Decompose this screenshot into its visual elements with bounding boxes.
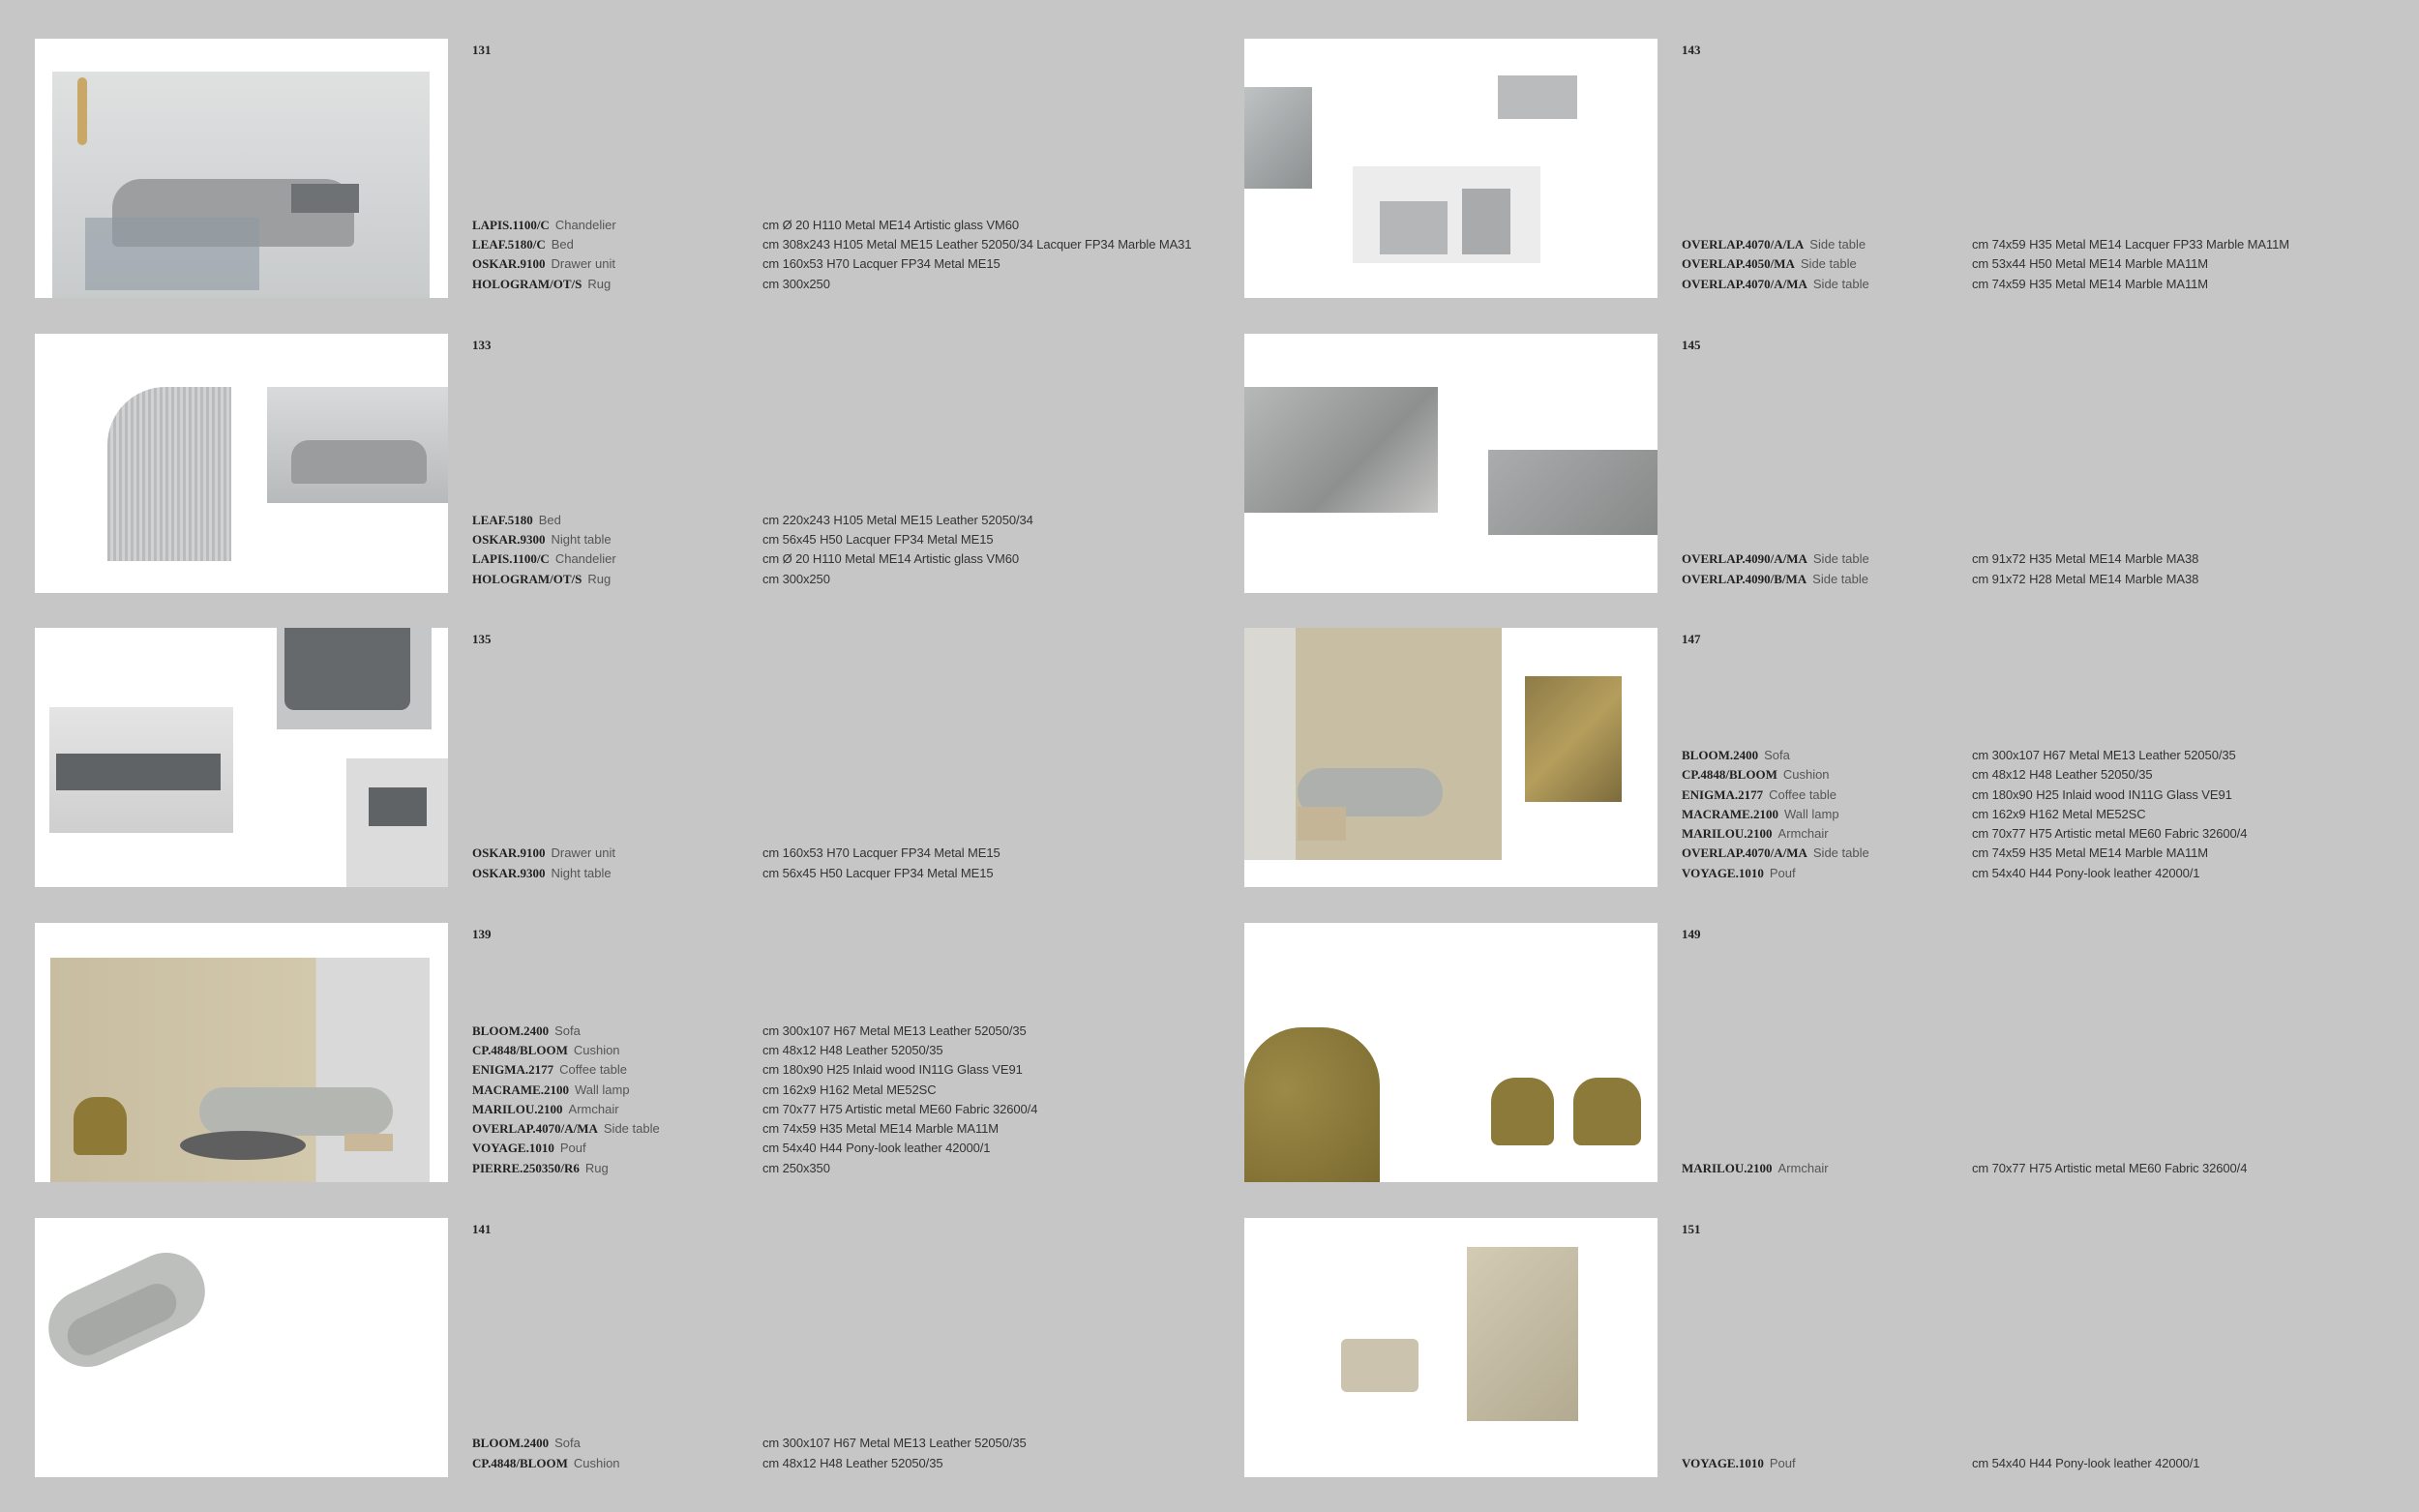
product-row <box>472 1139 1210 1158</box>
product-description: Side table <box>603 1121 660 1137</box>
page-number: 149 <box>1682 927 1701 941</box>
product-dimensions: cm 300x107 H67 Metal ME13 Leather 52050/35 <box>1972 747 2236 762</box>
product-row <box>1682 570 2419 589</box>
product-dimensions: cm 56x45 H50 Lacquer FP34 Metal ME15 <box>762 532 994 548</box>
product-description: Coffee table <box>1769 786 1837 802</box>
product-description: Sofa <box>554 1023 581 1038</box>
product-code: OVERLAP.4070/A/MA <box>1682 845 1807 861</box>
product-row <box>1682 1454 2419 1473</box>
product-row <box>1682 765 2419 785</box>
product-description: Cushion <box>573 1042 620 1057</box>
catalog-entry-145 <box>1210 334 2419 593</box>
product-list <box>1682 1454 2419 1473</box>
product-row <box>472 254 1210 274</box>
catalog-entry-147 <box>1210 628 2419 887</box>
product-row <box>472 275 1210 294</box>
catalog-entry-151 <box>1210 1218 2419 1477</box>
page-number: 141 <box>472 1222 492 1236</box>
product-row <box>1682 549 2419 569</box>
product-dimensions: cm 160x53 H70 Lacquer FP34 Metal ME15 <box>762 845 1000 861</box>
product-code: MACRAME.2100 <box>1682 806 1779 821</box>
product-code: OVERLAP.4070/A/LA <box>1682 237 1805 252</box>
product-description: Cushion <box>573 1455 620 1470</box>
product-dimensions: cm 300x107 H67 Metal ME13 Leather 52050/35 <box>762 1436 1027 1451</box>
product-description: Sofa <box>1764 747 1790 762</box>
product-code: MARILOU.2100 <box>1682 826 1773 842</box>
product-description: Side table <box>1809 237 1867 252</box>
product-code: VOYAGE.1010 <box>1682 865 1764 880</box>
product-row <box>1682 864 2419 883</box>
product-dimensions: cm 48x12 H48 Leather 52050/35 <box>762 1455 943 1470</box>
product-row <box>472 1100 1210 1119</box>
product-dimensions: cm 74x59 H35 Metal ME14 Marble MA11M <box>1972 276 2208 291</box>
product-row <box>472 844 1210 863</box>
product-row <box>1682 844 2419 863</box>
product-row <box>472 570 1210 589</box>
product-photo-sofa-wall-lamp[interactable] <box>1244 628 1657 887</box>
page-number: 139 <box>472 927 492 941</box>
product-code: PIERRE.250350/R6 <box>472 1160 580 1175</box>
product-code: CP.4848/BLOOM <box>1682 767 1777 783</box>
product-description: Wall lamp <box>575 1082 630 1097</box>
product-dimensions: cm 70x77 H75 Artistic metal ME60 Fabric 32600/4 <box>1972 1160 2248 1175</box>
product-description: Armchair <box>1777 1160 1829 1175</box>
product-list <box>1682 235 2419 294</box>
product-description: Chandelier <box>554 217 616 232</box>
product-description: Night table <box>551 532 612 548</box>
product-row <box>1682 805 2419 824</box>
product-dimensions: cm 54x40 H44 Pony-look leather 42000/1 <box>1972 865 2200 880</box>
product-description: Bed <box>551 237 574 252</box>
product-dimensions: cm 56x45 H50 Lacquer FP34 Metal ME15 <box>762 865 994 880</box>
product-photo-bedroom[interactable] <box>35 39 448 298</box>
catalog-entry-131 <box>0 39 1210 298</box>
product-dimensions: cm 74x59 H35 Metal ME14 Marble MA11M <box>1972 845 2208 861</box>
product-list <box>472 844 1210 883</box>
product-photo-pouf[interactable] <box>1244 1218 1657 1477</box>
right-column <box>1210 0 2419 1512</box>
product-description: Pouf <box>559 1141 586 1156</box>
product-dimensions: cm 300x250 <box>762 571 830 586</box>
product-dimensions: cm 300x107 H67 Metal ME13 Leather 52050/35 <box>762 1023 1027 1038</box>
product-code: OVERLAP.4050/MA <box>1682 256 1795 272</box>
product-dimensions: cm 250x350 <box>762 1160 830 1175</box>
product-description: Coffee table <box>559 1062 628 1078</box>
product-row <box>1682 824 2419 844</box>
product-description: Drawer unit <box>551 256 615 272</box>
product-description: Cushion <box>1782 767 1830 783</box>
product-description: Armchair <box>1777 826 1829 842</box>
page-number: 145 <box>1682 338 1701 352</box>
product-description: Drawer unit <box>551 845 615 861</box>
page-number: 131 <box>472 43 492 57</box>
product-dimensions: cm 180x90 H25 Inlaid wood IN11G Glass VE91 <box>762 1062 1023 1078</box>
product-dimensions: cm 308x243 H105 Metal ME15 Leather 52050/34 Lacquer FP34 Marble MA31 <box>762 237 1192 252</box>
product-code: OVERLAP.4090/A/MA <box>1682 551 1807 567</box>
catalog-entry-143 <box>1210 39 2419 298</box>
product-code: LAPIS.1100/C <box>472 217 550 232</box>
product-description: Rug <box>587 571 612 586</box>
product-row <box>472 1041 1210 1060</box>
page-number: 143 <box>1682 43 1701 57</box>
product-code: LEAF.5180/C <box>472 237 546 252</box>
product-row <box>472 864 1210 883</box>
product-code: OVERLAP.4070/A/MA <box>472 1121 598 1137</box>
product-description: Side table <box>1812 845 1869 861</box>
product-dimensions: cm 74x59 H35 Metal ME14 Lacquer FP33 Marble MA11M <box>1972 237 2289 252</box>
product-code: BLOOM.2400 <box>472 1436 550 1451</box>
product-code: BLOOM.2400 <box>472 1023 550 1038</box>
product-code: CP.4848/BLOOM <box>472 1455 568 1470</box>
product-code: OSKAR.9300 <box>472 865 546 880</box>
product-photo-bed-detail[interactable] <box>35 334 448 593</box>
product-description: Chandelier <box>554 551 616 567</box>
product-dimensions: cm Ø 20 H110 Metal ME14 Artistic glass VM60 <box>762 217 1019 232</box>
product-dimensions: cm 91x72 H28 Metal ME14 Marble MA38 <box>1972 571 2199 586</box>
product-dimensions: cm 300x250 <box>762 276 830 291</box>
product-code: HOLOGRAM/OT/S <box>472 571 582 586</box>
product-dimensions: cm 54x40 H44 Pony-look leather 42000/1 <box>762 1141 991 1156</box>
product-dimensions: cm Ø 20 H110 Metal ME14 Artistic glass VM60 <box>762 551 1019 567</box>
product-description: Rug <box>587 276 612 291</box>
product-dimensions: cm 70x77 H75 Artistic metal ME60 Fabric 32600/4 <box>762 1101 1038 1116</box>
product-description: Side table <box>1812 571 1868 586</box>
product-description: Wall lamp <box>1784 806 1839 821</box>
product-description: Sofa <box>554 1436 581 1451</box>
product-description: Rug <box>584 1160 609 1175</box>
catalog-entry-149 <box>1210 923 2419 1182</box>
product-dimensions: cm 162x9 H162 Metal ME52SC <box>1972 806 2146 821</box>
product-description: Night table <box>551 865 612 880</box>
product-dimensions: cm 48x12 H48 Leather 52050/35 <box>1972 767 2153 783</box>
product-photo-armchairs[interactable] <box>1244 923 1657 1182</box>
product-code: VOYAGE.1010 <box>472 1141 554 1156</box>
product-dimensions: cm 91x72 H35 Metal ME14 Marble MA38 <box>1972 551 2199 567</box>
page-number: 147 <box>1682 632 1701 646</box>
product-code: LEAF.5180 <box>472 512 533 527</box>
product-dimensions: cm 220x243 H105 Metal ME15 Leather 52050/34 <box>762 512 1033 527</box>
product-photo-living-room[interactable] <box>35 923 448 1182</box>
product-code: MARILOU.2100 <box>1682 1160 1773 1175</box>
product-description: Armchair <box>568 1101 619 1116</box>
product-description: Bed <box>538 512 561 527</box>
product-code: OSKAR.9100 <box>472 845 546 861</box>
catalog-entry-139 <box>0 923 1210 1182</box>
product-description: Side table <box>1812 276 1869 291</box>
product-row <box>472 511 1210 530</box>
product-row <box>472 530 1210 549</box>
product-code: OSKAR.9100 <box>472 256 546 272</box>
catalog-entry-141 <box>0 1218 1210 1477</box>
product-row <box>472 549 1210 569</box>
product-description: Pouf <box>1769 1455 1796 1470</box>
product-code: OSKAR.9300 <box>472 532 546 548</box>
product-code: BLOOM.2400 <box>1682 747 1759 762</box>
product-code: ENIGMA.2177 <box>472 1062 554 1078</box>
product-list <box>1682 1159 2419 1178</box>
product-photo-sofa[interactable] <box>35 1218 448 1477</box>
product-code: LAPIS.1100/C <box>472 551 550 567</box>
product-list <box>1682 549 2419 589</box>
product-row <box>472 216 1210 235</box>
product-dimensions: cm 54x40 H44 Pony-look leather 42000/1 <box>1972 1455 2200 1470</box>
product-list <box>472 1022 1210 1178</box>
product-code: CP.4848/BLOOM <box>472 1042 568 1057</box>
catalog-entry-135 <box>0 628 1210 887</box>
product-row <box>472 1159 1210 1178</box>
product-list <box>472 1434 1210 1473</box>
product-code: ENIGMA.2177 <box>1682 786 1764 802</box>
page-number: 151 <box>1682 1222 1701 1236</box>
product-row <box>472 235 1210 254</box>
product-row <box>1682 235 2419 254</box>
product-row <box>1682 786 2419 805</box>
page-number: 135 <box>472 632 492 646</box>
product-row <box>472 1454 1210 1473</box>
product-row <box>1682 1159 2419 1178</box>
product-list <box>1682 746 2419 883</box>
product-code: MACRAME.2100 <box>472 1082 570 1097</box>
product-dimensions: cm 48x12 H48 Leather 52050/35 <box>762 1042 943 1057</box>
product-row <box>1682 275 2419 294</box>
product-description: Pouf <box>1769 865 1796 880</box>
page-number: 133 <box>472 338 492 352</box>
product-row <box>472 1081 1210 1100</box>
product-dimensions: cm 74x59 H35 Metal ME14 Marble MA11M <box>762 1121 999 1137</box>
product-photo-drawer-units[interactable] <box>35 628 448 887</box>
product-code: HOLOGRAM/OT/S <box>472 276 582 291</box>
product-row <box>472 1060 1210 1080</box>
product-code: OVERLAP.4070/A/MA <box>1682 276 1807 291</box>
product-code: MARILOU.2100 <box>472 1101 563 1116</box>
product-description: Side table <box>1812 551 1869 567</box>
product-dimensions: cm 160x53 H70 Lacquer FP34 Metal ME15 <box>762 256 1000 272</box>
product-list <box>472 511 1210 589</box>
product-photo-marble-tables[interactable] <box>1244 334 1657 593</box>
product-row <box>1682 746 2419 765</box>
product-row <box>472 1022 1210 1041</box>
product-code: VOYAGE.1010 <box>1682 1455 1764 1470</box>
product-row <box>1682 254 2419 274</box>
product-row <box>472 1434 1210 1453</box>
product-dimensions: cm 70x77 H75 Artistic metal ME60 Fabric 32600/4 <box>1972 826 2248 842</box>
product-row <box>472 1119 1210 1139</box>
product-dimensions: cm 180x90 H25 Inlaid wood IN11G Glass VE91 <box>1972 786 2232 802</box>
product-photo-side-tables[interactable] <box>1244 39 1657 298</box>
catalog-entry-133 <box>0 334 1210 593</box>
product-code: OVERLAP.4090/B/MA <box>1682 571 1807 586</box>
product-dimensions: cm 162x9 H162 Metal ME52SC <box>762 1082 937 1097</box>
product-description: Side table <box>1800 256 1857 272</box>
product-dimensions: cm 53x44 H50 Metal ME14 Marble MA11M <box>1972 256 2208 272</box>
product-list <box>472 216 1210 294</box>
